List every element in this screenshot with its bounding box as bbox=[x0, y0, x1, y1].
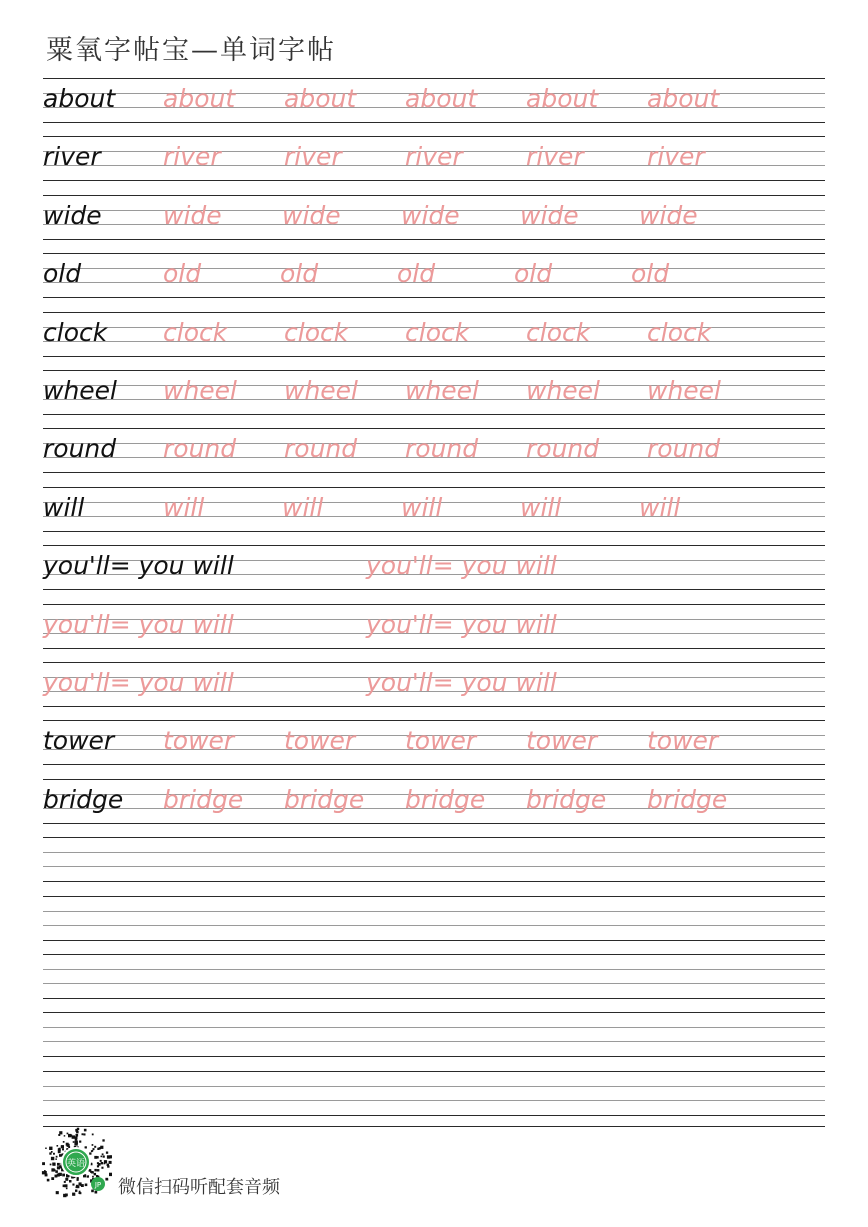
trace-word: you'll= you will bbox=[43, 668, 234, 697]
guide-line bbox=[43, 866, 825, 867]
guide-line bbox=[43, 998, 825, 999]
guide-line bbox=[43, 925, 825, 926]
guide-line bbox=[43, 896, 825, 897]
guide-line bbox=[43, 356, 825, 357]
guide-line bbox=[43, 414, 825, 415]
trace-word: bridge bbox=[163, 784, 244, 814]
guide-line bbox=[43, 180, 825, 181]
trace-word: will bbox=[401, 492, 443, 522]
guide-line bbox=[43, 852, 825, 853]
guide-line bbox=[43, 837, 825, 838]
trace-word: wheel bbox=[647, 376, 721, 405]
trace-word: round bbox=[526, 434, 600, 464]
model-word: river bbox=[43, 142, 101, 172]
guide-line bbox=[43, 589, 825, 590]
trace-word: tower bbox=[647, 726, 719, 756]
model-word: wheel bbox=[43, 376, 117, 405]
trace-word: tower bbox=[405, 726, 477, 756]
model-word: old bbox=[43, 259, 82, 289]
trace-word: wheel bbox=[284, 376, 358, 405]
guide-line bbox=[43, 487, 825, 488]
guide-line bbox=[43, 1086, 825, 1087]
guide-line bbox=[43, 779, 825, 780]
trace-word: wheel bbox=[163, 376, 237, 405]
trace-word: wheel bbox=[526, 376, 600, 405]
guide-line bbox=[43, 428, 825, 429]
trace-word: about bbox=[526, 84, 599, 113]
guide-line bbox=[43, 1115, 825, 1116]
trace-word: wide bbox=[401, 200, 460, 230]
trace-word: old bbox=[397, 259, 436, 289]
guide-line bbox=[43, 604, 825, 605]
trace-word: wide bbox=[520, 200, 579, 230]
trace-word: round bbox=[647, 434, 721, 464]
trace-word: clock bbox=[647, 317, 712, 347]
guide-line bbox=[43, 662, 825, 663]
trace-word: wide bbox=[163, 200, 222, 230]
trace-word: bridge bbox=[526, 784, 607, 814]
trace-word: bridge bbox=[405, 784, 486, 814]
trace-word: clock bbox=[284, 317, 349, 347]
guide-line bbox=[43, 720, 825, 721]
trace-word: wheel bbox=[405, 376, 479, 405]
trace-word: old bbox=[631, 259, 670, 289]
guide-line bbox=[43, 954, 825, 955]
trace-word: bridge bbox=[284, 784, 365, 814]
trace-word: round bbox=[405, 434, 479, 464]
guide-line bbox=[43, 253, 825, 254]
guide-line bbox=[43, 472, 825, 473]
guide-line bbox=[43, 969, 825, 970]
trace-word: tower bbox=[163, 726, 235, 756]
trace-word: old bbox=[280, 259, 319, 289]
guide-line bbox=[43, 297, 825, 298]
guide-line bbox=[43, 706, 825, 707]
badge-label: 英语 bbox=[66, 1159, 86, 1169]
trace-word: will bbox=[520, 492, 562, 522]
trace-word: you'll= you will bbox=[366, 609, 557, 639]
guide-line bbox=[43, 1027, 825, 1028]
trace-word: river bbox=[526, 142, 584, 172]
trace-word: river bbox=[163, 142, 221, 172]
trace-word: wide bbox=[282, 200, 341, 230]
guide-line bbox=[43, 239, 825, 240]
guide-line bbox=[43, 911, 825, 912]
guide-line bbox=[43, 531, 825, 532]
trace-word: round bbox=[163, 434, 237, 464]
guide-line bbox=[43, 545, 825, 546]
trace-word: you'll= you will bbox=[366, 551, 557, 581]
trace-word: round bbox=[284, 434, 358, 464]
guide-line bbox=[43, 1056, 825, 1057]
trace-word: you'll= you will bbox=[43, 609, 234, 639]
badge-sub-label: JP bbox=[94, 1181, 102, 1189]
trace-word: clock bbox=[526, 317, 591, 347]
trace-word: you'll= you will bbox=[366, 668, 557, 697]
guide-line bbox=[43, 940, 825, 941]
model-word: bridge bbox=[43, 784, 124, 814]
trace-word: will bbox=[282, 492, 324, 522]
guide-line bbox=[43, 881, 825, 882]
footer bbox=[40, 1126, 340, 1196]
guide-line bbox=[43, 1100, 825, 1101]
guide-line bbox=[43, 1012, 825, 1013]
model-word: will bbox=[43, 492, 85, 522]
trace-word: old bbox=[163, 259, 202, 289]
guide-line bbox=[43, 983, 825, 984]
trace-word: will bbox=[639, 492, 681, 522]
footer-text: 微信扫码听配套音频 bbox=[118, 1177, 280, 1198]
guide-line bbox=[43, 195, 825, 196]
trace-word: clock bbox=[163, 317, 228, 347]
trace-word: about bbox=[647, 84, 720, 113]
model-word: tower bbox=[43, 726, 115, 756]
trace-word: about bbox=[405, 84, 478, 113]
model-word: round bbox=[43, 434, 117, 464]
trace-word: old bbox=[514, 259, 553, 289]
guide-line bbox=[43, 823, 825, 824]
trace-word: tower bbox=[526, 726, 598, 756]
trace-word: clock bbox=[405, 317, 470, 347]
guide-line bbox=[43, 370, 825, 371]
guide-line bbox=[43, 136, 825, 137]
guide-line bbox=[43, 764, 825, 765]
guide-line bbox=[43, 1071, 825, 1072]
guide-line bbox=[43, 1041, 825, 1042]
guide-line bbox=[43, 122, 825, 123]
qr-code-icon[interactable] bbox=[40, 1126, 112, 1198]
practice-sheet bbox=[43, 78, 825, 1118]
trace-word: river bbox=[647, 142, 705, 172]
model-word: wide bbox=[43, 200, 102, 230]
trace-word: tower bbox=[284, 726, 356, 756]
trace-word: wide bbox=[639, 200, 698, 230]
model-word: about bbox=[43, 84, 116, 113]
trace-word: will bbox=[163, 492, 205, 522]
trace-word: river bbox=[284, 142, 342, 172]
page-title: 粟氧字帖宝—单词字帖 bbox=[46, 35, 336, 66]
model-word: you'll= you will bbox=[43, 551, 234, 581]
trace-word: bridge bbox=[647, 784, 728, 814]
trace-word: about bbox=[284, 84, 357, 113]
model-word: clock bbox=[43, 317, 108, 347]
trace-word: river bbox=[405, 142, 463, 172]
guide-line bbox=[43, 648, 825, 649]
guide-line bbox=[43, 78, 825, 79]
trace-word: about bbox=[163, 84, 236, 113]
guide-line bbox=[43, 312, 825, 313]
